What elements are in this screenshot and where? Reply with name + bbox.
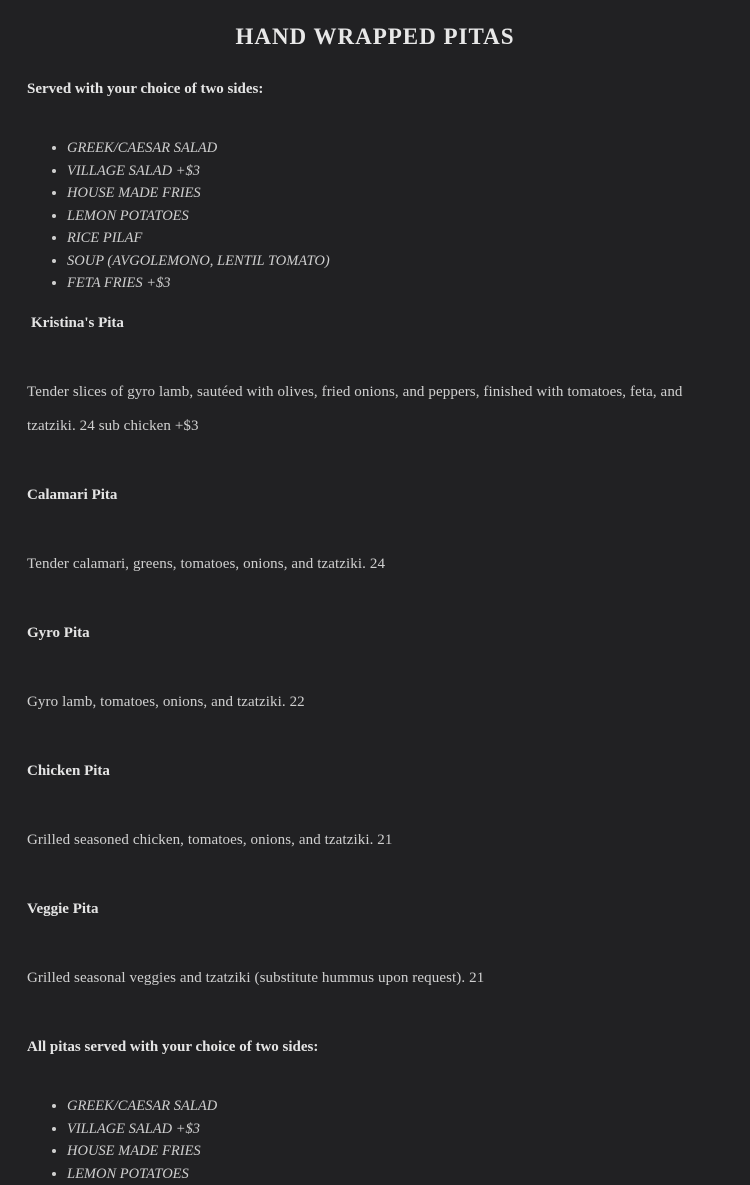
menu-item-name: Veggie Pita: [27, 899, 99, 919]
list-item: • SOUP (AVGOLEMONO, LENTIL TOMATO): [67, 250, 330, 273]
menu-item-description: Grilled seasonal veggies and tzatziki (substitute hummus upon request). 21: [27, 961, 727, 995]
list-item: • GREEK/CAESAR SALAD: [67, 137, 330, 160]
list-item: • GREEK/CAESAR SALAD: [67, 1095, 217, 1118]
list-item: • HOUSE MADE FRIES: [67, 1140, 217, 1163]
page-title: HAND WRAPPED PITAS: [0, 22, 750, 52]
menu-item-description: Tender slices of gyro lamb, sautéed with olives, fried onions, and peppers, finished with tomatoes, feta, and tzatziki. 24 sub chicken +$3: [27, 375, 727, 443]
list-item: • VILLAGE SALAD +$3: [67, 1118, 217, 1141]
menu-item-description: Tender calamari, greens, tomatoes, onions, and tzatziki. 24: [27, 547, 727, 581]
sides-intro: Served with your choice of two sides:: [27, 79, 263, 99]
list-item: • LEMON POTATOES: [67, 205, 330, 228]
list-item: • LEMON POTATOES: [67, 1163, 217, 1185]
menu-item-description: Gyro lamb, tomatoes, onions, and tzatziki. 22: [27, 685, 727, 719]
list-item: • HOUSE MADE FRIES: [67, 182, 330, 205]
menu-item-name: Chicken Pita: [27, 761, 110, 781]
menu-item-name: Calamari Pita: [27, 485, 117, 505]
menu-item-description: Grilled seasoned chicken, tomatoes, onions, and tzatziki. 21: [27, 823, 727, 857]
sides-list-bottom: [47, 1095, 217, 1185]
sides-outro: All pitas served with your choice of two sides:: [27, 1037, 318, 1057]
list-item: • VILLAGE SALAD +$3: [67, 160, 330, 183]
menu-item-name: Gyro Pita: [27, 623, 90, 643]
menu-item-name: Kristina's Pita: [31, 313, 124, 333]
sides-list: [47, 137, 330, 295]
list-item: • FETA FRIES +$3: [67, 272, 330, 295]
list-item: • RICE PILAF: [67, 227, 330, 250]
